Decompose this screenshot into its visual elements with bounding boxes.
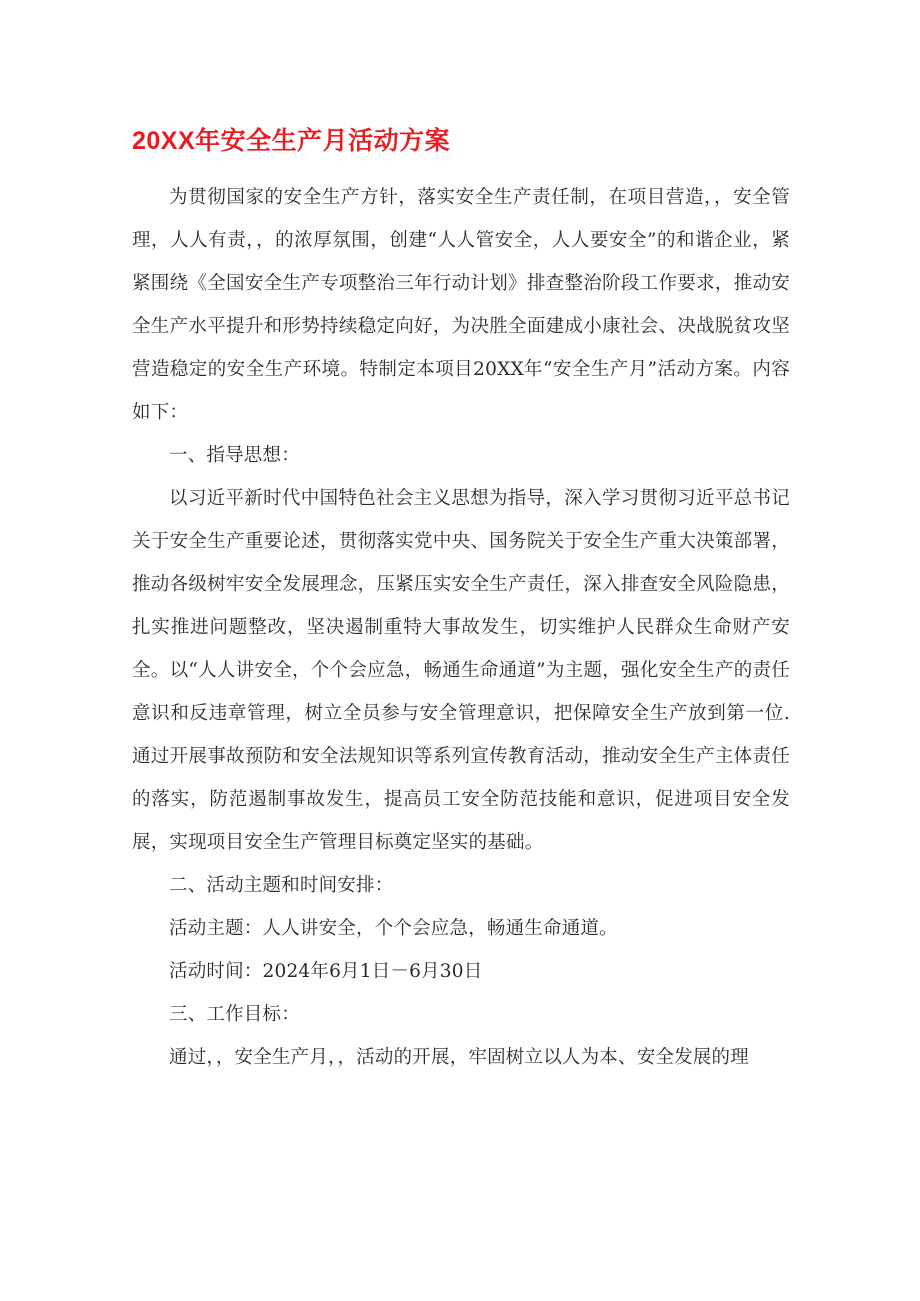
- paragraph-activity-time: 活动时间：2024年6月1日－6月30日: [169, 961, 483, 982]
- page-title: 20XX年安全生产月活动方案: [132, 127, 451, 155]
- paragraph-section-3-body: 通过，，安全生产月，，活动的开展，牢固树立以人为本、安全发展的理: [169, 1047, 749, 1068]
- section-heading-2: 二、活动主题和时间安排：: [169, 875, 394, 896]
- section-heading-1: 一、指导思想：: [169, 445, 300, 466]
- paragraph-section-1-body: 以习近平新时代中国特色社会主义思想为指导，深入学习贯彻习近平总书记关于安全生产重要论述，贯彻落实党中央、国务院关于安全生产重大决策部署，推动各级树牢安全发展理念，压紧压实安全生产责任，深入排查安全风险隐患，扎实推进问题整改，坚决遏制重特大事故发生，切实维护人民群众生命财产安全。以“人人讲安全，个个会应急，畅通生命通道”为主题，强化安全生产的责任意识和反违章管理，树立全员参与安全管理意识，把保障安全生产放到第一位.通过开展事故预防和安全法规知识等系列宣传教育活动，推动安全生产主体责任的落实，防范遏制事故发生，提高员工安全防范技能和意识，促进项目安全发展，实现项目安全生产管理目标奠定坚实的基础。: [132, 488, 790, 853]
- paragraph-intro: 为贯彻国家的安全生产方针，落实安全生产责任制，在项目营造，，安全管理，人人有责，，的浓厚氛围，创建“人人管安全，人人要安全”的和谐企业，紧紧围绕《全国安全生产专项整治三年行动计划》排查整治阶段工作要求，推动安全生产水平提升和形势持续稳定向好，为决胜全面建成小康社会、决战脱贫攻坚营造稳定的安全生产环境。特制定本项目20XX年“安全生产月”活动方案。内容如下：: [132, 187, 790, 423]
- document-body: [132, 176, 790, 1079]
- paragraph-activity-theme: 活动主题：人人讲安全，个个会应急，畅通生命通道。: [169, 918, 618, 939]
- section-heading-3: 三、工作目标：: [169, 1004, 300, 1025]
